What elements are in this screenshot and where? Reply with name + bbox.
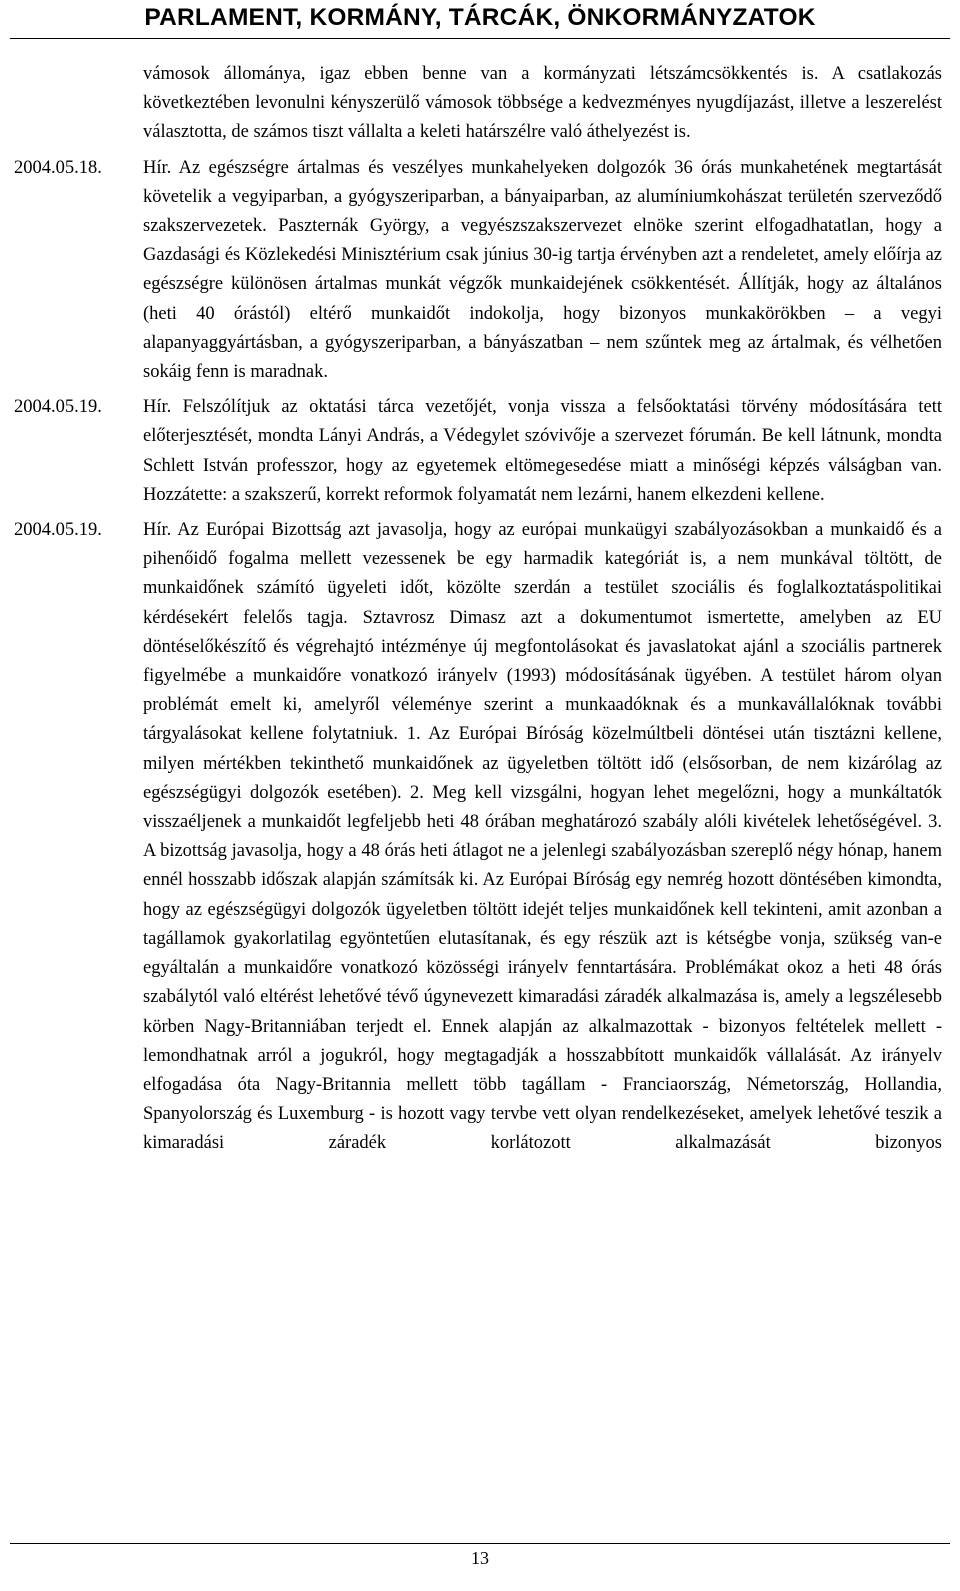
header-rule	[10, 38, 950, 39]
continued-paragraph: vámosok állománya, igaz ebben benne van a kormányzati létszámcsökkentés is. A csatlakozás következtében levonulni kényszerülő vámosok többsége a kedvezményes nyugdíjazást, illetve a leszerelést választotta, de számos tiszt vállalta a keleti határszélre való áthelyezést is.	[143, 64, 942, 143]
page-number: 13	[471, 1548, 489, 1568]
running-header-title: PARLAMENT, KORMÁNY, TÁRCÁK, ÖNKORMÁNYZATOK	[144, 4, 816, 31]
page-header	[0, 0, 960, 44]
entry-text: Hír. Az egészségre ártalmas és veszélyes munkahelyeken dolgozók 36 órás munkahetének megtartását követelik a vegyiparban, a gyógyszeriparban, a bányaiparban, az alumíniumkohászat területén szerveződő szakszervezetek. Paszternák György, a vegyészszakszervezet elnöke szerint elfogadhatatlan, hogy a Gazdasági és Közlekedési Minisztérium csak június 30-ig tartja érvényben azt a rendeletet, amely előírja az egészségre különösen ártalmas munkát végzők munkaidejének csökkentését. Állítják, hogy az általános (heti 40 órástól) eltérő munkaidőt indokolja, hogy bizonyos munkakörökben – a vegyi alapanyaggyártásban, a gyógyszeriparban, a bányászatban – nem szűntek meg az ártalmak, és vélhetően sokáig fenn is maradnak.	[143, 157, 942, 383]
entry-text: Hír. Felszólítjuk az oktatási tárca vezetőjét, vonja vissza a felsőoktatási törvény módosítására tett előterjesztését, mondta Lányi András, a Védegylet szóvivője a szervezet fórumán. Be kell látnunk, mondta Schlett István professzor, hogy az egyetemek eltömegesedése miatt a minőségi képzés válságban van. Hozzátette: a szakszerű, korrekt reformok folyamatát nem lezárni, hanem elkezdeni kellene.	[143, 397, 942, 505]
news-entry	[14, 393, 942, 510]
footer-rule	[10, 1543, 950, 1544]
entry-text: Hír. Az Európai Bizottság azt javasolja, hogy az európai munkaügyi szabályozásokban a munkaidő és a pihenőidő fogalma mellett vezessenek be egy harmadik kategóriát is, a nem munkával töltött, de munkaidőnek számító ügyeleti időt, közölte szerdán a testület szociális és foglalkoztatáspolitikai kérdésekért felelős tagja. Sztavrosz Dimasz azt a dokumentumot ismertette, amelyben az EU döntéselőkészítő és végrehajtó intézménye új megfontolásokat és javaslatokat ajánl a szociális partnerek figyelmébe a munkaidőre vonatkozó irányelv (1993) módosításának ügyében. A testület három olyan problémát emelt ki, amelyről véleménye szerint a munkaadóknak és a munkavállalóknak további tárgyalásokat kellene folytatniuk. 1. Az Európai Bíróság közelmúltbeli döntései után tisztázni kellene, milyen mértékben tekinthető munkaidőnek az ügyeletben töltött idő (elsősorban, de nem kizárólag az egészségügyi dolgozók esetében). 2. Meg kell vizsgálni, hogyan lehet megelőzni, hogy a munkáltatók visszaéljenek a munkaidőt legfeljebb heti 48 órában meghatározó szabály alóli kivételek lehetőségével. 3. A bizottság javasolja, hogy a 48 órás heti átlagot ne a jelenlegi szabályozásban szereplő négy hónap, hanem ennél hosszabb időszak alapján számítsák ki. Az Európai Bíróság egy nemrég hozott döntésében kimondta, hogy az egészségügyi dolgozók ügyeletben töltött idejét teljes munkaidőnek kell tekinteni, amit azonban a tagállamok gyakorlatilag egyöntetűen elutasítanak, és egy részük azt is kétségbe vonja, szükség van-e egyáltalán a munkaidőre vonatkozó közösségi irányelv fenntartására. Problémákat okoz a heti 48 órás szabálytól való eltérést lehetővé tévő úgynevezett kimaradási záradék alkalmazása is, amely a legszélesebb körben Nagy-Britanniában terjedt el. Ennek alapján az alkalmazottak - bizonyos feltételek mellett - lemondhatnak arról a jogukról, hogy megtagadják a hosszabbított munkaidők vállalását. Az irányelv elfogadása óta Nagy-Britannia mellett több tagállam - Franciaország, Németország, Hollandia, Spanyolország és Luxemburg - is hozott vagy tervbe vett olyan rendelkezéseket, amelyek lehetővé teszik a kimaradási záradék korlátozott alkalmazását bizonyos	[143, 520, 942, 1154]
news-entry	[14, 516, 942, 1158]
entry-date: 2004.05.18.	[14, 157, 102, 178]
entry-date: 2004.05.19.	[14, 397, 102, 418]
news-entry	[14, 154, 942, 388]
entry-date: 2004.05.19.	[14, 520, 102, 541]
page-content	[14, 60, 942, 1159]
